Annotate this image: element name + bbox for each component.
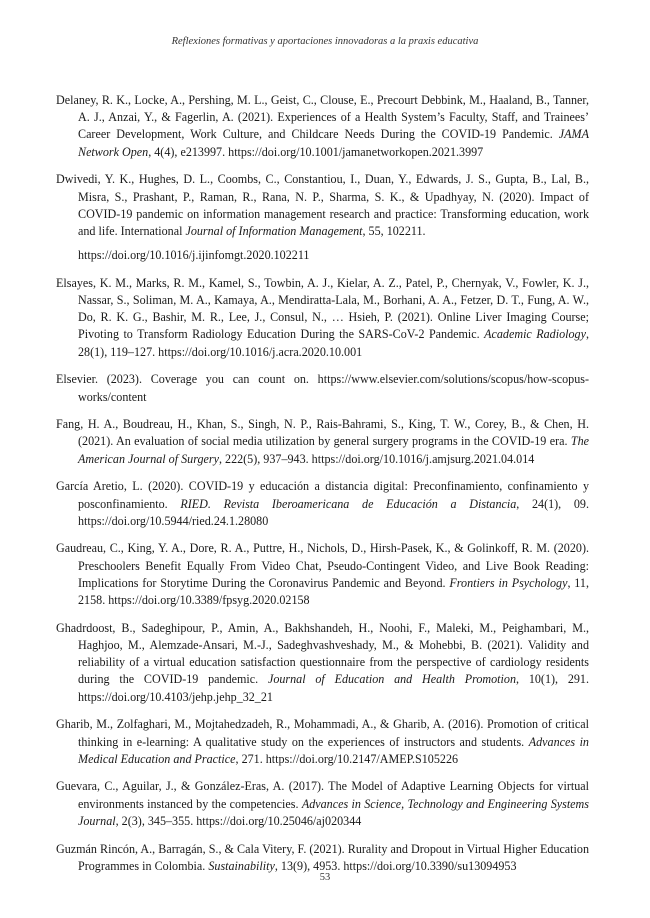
reference-source: The American Journal of Surgery <box>78 434 589 466</box>
reference-entry <box>56 716 589 768</box>
reference-source: Academic Radiology <box>484 327 586 342</box>
page-number: 53 <box>319 872 331 883</box>
reference-text: Ghadrdoost, B., Sadeghipour, P., Amin, A., Bakhshandeh, H., Noohi, F., Maleki, M., Peighambari, M., Haghjoo, M., Alemzade-Ansari, M.-J., Sadeghvashveshady, M., & Mohebbi, B. (2021). Validity and reliability of a virtual education satisfaction questionnaire from the perspective of cardiology residents during the COVID-19 pandemic. <box>56 620 589 687</box>
reference-details: , 28(1), 119–127. https://doi.org/10.1016/j.acra.2020.10.001 <box>78 327 589 359</box>
reference-text: Fang, H. A., Boudreau, H., Khan, S., Singh, N. P., Rais-Bahrami, S., King, T. W., Corey, B., & Chen, H. (2021). An evaluation of social media utilization by general surgery programs in the COVID-19 era. <box>56 417 589 449</box>
reference-source: Journal of Information Management <box>185 223 363 238</box>
reference-text: Gaudreau, C., King, Y. A., Dore, R. A., Puttre, H., Nichols, D., Hirsh-Pasek, K., & Golinkoff, R. M. (2020). Preschoolers Benefit Equally From Video Chat, Pseudo-Contingent Video, and Live Book Reading: Implications for Storytime During the Coronavirus Pandemic and Beyond. <box>56 541 589 590</box>
reference-text: Dwivedi, Y. K., Hughes, D. L., Coombs, C., Constantiou, I., Duan, Y., Edwards, J. S., Gupta, B., Lal, B., Misra, S., Prashant, P., Raman, R., Rana, N. P., Sharma, S. K., & Upadhyay, N. (2020). Impact of COVID-19 pandemic on information management research and practice: Transforming education, work and life. International <box>56 172 589 238</box>
reference-list <box>56 92 589 885</box>
reference-source: Journal of Education and Health Promotion <box>267 672 517 687</box>
reference-entry <box>56 778 589 830</box>
reference-entry <box>56 275 589 361</box>
reference-source: RIED. Revista Iberoamericana de Educación a Distancia <box>180 496 517 511</box>
reference-entry <box>56 171 589 264</box>
reference-details: , 4(4), e213997. https://doi.org/10.1001/jamanetworkopen.2021.3997 <box>148 144 484 159</box>
reference-text: Elsevier. (2023). Coverage you can count on. https://www.elsevier.com/solutions/scopus/how-scopus-works/content <box>56 372 589 404</box>
reference-source: Advances in Science, Technology and Engineering Systems Journal <box>78 796 589 828</box>
reference-doi: https://doi.org/10.1016/j.ijinfomgt.2020.102211 <box>78 248 310 263</box>
reference-details: , 11, 2158. https://doi.org/10.3389/fpsyg.2020.02158 <box>78 575 589 608</box>
reference-source: Sustainability <box>208 858 275 873</box>
reference-details: , 10(1), 291. https://doi.org/10.4103/jehp.jehp_32_21 <box>78 672 590 704</box>
reference-source: Frontiers in Psychology <box>449 575 568 590</box>
reference-text: Elsayes, K. M., Marks, R. M., Kamel, S., Towbin, A. J., Kielar, A. Z., Patel, P., Chernyak, V., Fowler, K. J., Nassar, S., Soliman, M. A., Kamaya, A., Mendiratta-Lala, M., Borhani, A. A., Fetzer, D. T., Fung, A. W., Do, R. K. G., Bashir, M. R., Lee, J., Consul, N., … Hsieh, P. (2021). Online Liver Imaging Course; Pivoting to Transform Radiology Education During the SARS-CoV-2 Pandemic. <box>56 275 589 342</box>
reference-entry <box>56 540 589 609</box>
running-header: Reflexiones formativas y aportaciones innovadoras a la praxis educativa <box>171 36 479 47</box>
reference-details: , 24(1), 09. https://doi.org/10.5944/ried.24.1.28080 <box>78 496 589 528</box>
reference-source: JAMA Network Open <box>78 127 589 159</box>
reference-entry <box>56 92 589 161</box>
reference-entry <box>56 620 589 706</box>
reference-details: , 222(5), 937–943. https://doi.org/10.1016/j.amjsurg.2021.04.014 <box>218 451 535 466</box>
reference-entry <box>56 416 589 468</box>
reference-source: Advances in Medical Education and Practice <box>78 734 589 766</box>
reference-entry <box>56 478 589 530</box>
reference-text: Guzmán Rincón, A., Barragán, S., & Cala Vitery, F. (2021). Rurality and Dropout in Virtual Higher Education Programmes in Colombia. <box>56 841 589 873</box>
reference-text: García Aretio, L. (2020). COVID-19 y educación a distancia digital: Preconfinamiento, confinamiento y posconfinamiento. <box>56 479 589 511</box>
reference-details: , 271. https://doi.org/10.2147/AMEP.S105226 <box>235 751 459 766</box>
reference-text: Guevara, C., Aguilar, J., & González-Eras, A. (2017). The Model of Adaptive Learning Objects for virtual environments instanced by the competencies. <box>56 779 589 811</box>
reference-text: Gharib, M., Zolfaghari, M., Mojtahedzadeh, R., Mohammadi, A., & Gharib, A. (2016). Promotion of critical thinking in e-learning: A qualitative study on the experiences of instructors and students. <box>56 717 589 749</box>
reference-details: , 2(3), 345–355. https://doi.org/10.25046/aj020344 <box>115 813 362 828</box>
reference-details: , 13(9), 4953. https://doi.org/10.3390/su13094953 <box>274 858 517 873</box>
reference-entry <box>56 371 589 405</box>
reference-entry <box>56 841 589 875</box>
reference-details: , 55, 102211. <box>362 223 426 238</box>
reference-text: Delaney, R. K., Locke, A., Pershing, M. L., Geist, C., Clouse, E., Precourt Debbink, M., Haaland, B., Tanner, A. J., Anzai, Y., & Fagerlin, A. (2021). Experiences of a Health System’s Faculty, Staff, and Trainees’ Career Development, Work Culture, and Childcare Needs During the COVID-19 Pandemic. <box>56 93 589 142</box>
